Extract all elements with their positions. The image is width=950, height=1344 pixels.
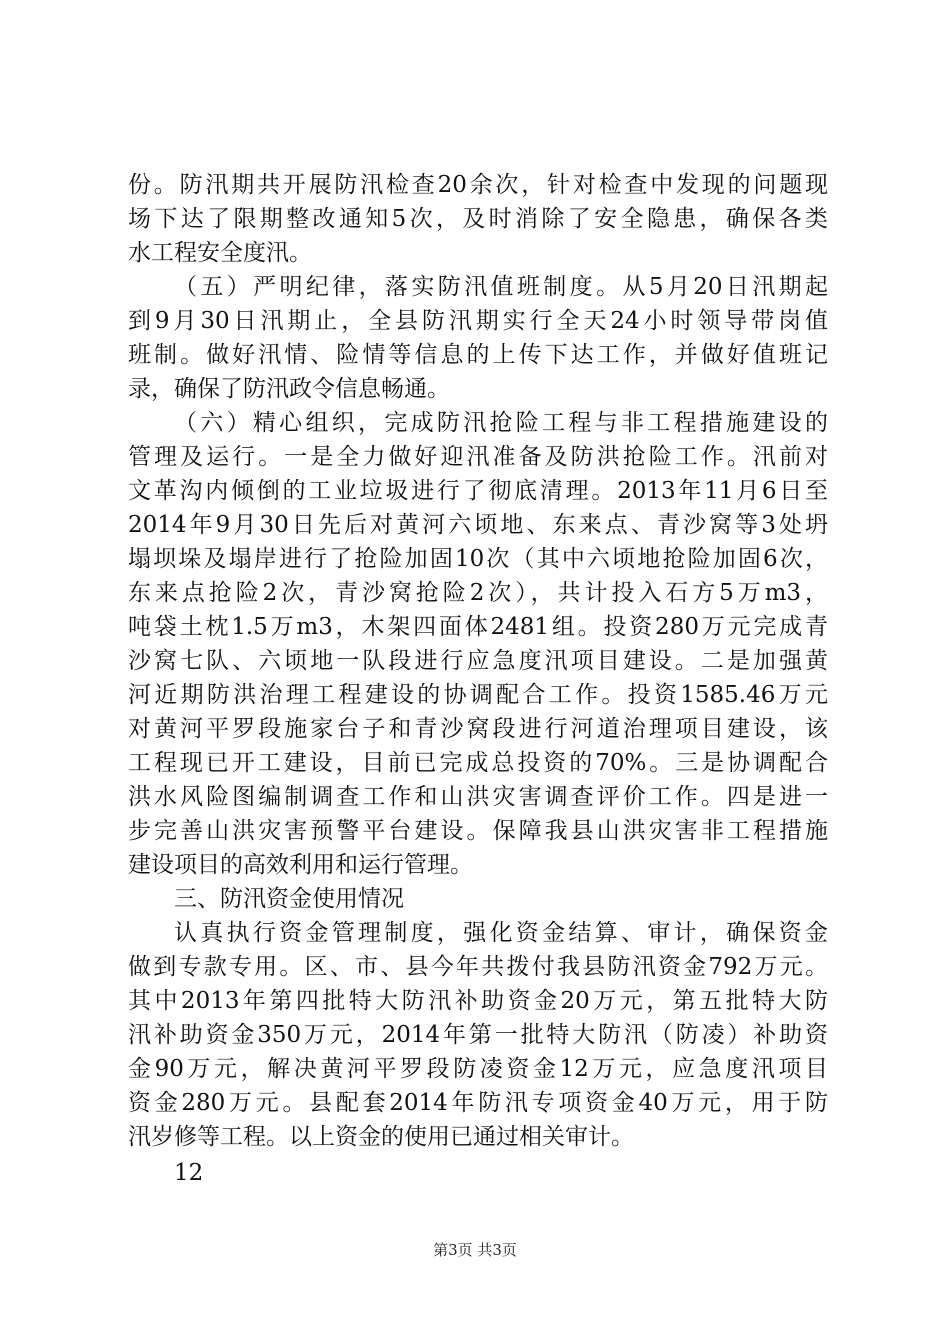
text-line: 汛补助资金350万元，2014年第一批特大防汛（防凌）补助资 [128, 1022, 828, 1048]
text-line: 步完善山洪灾害预警平台建设。保障我县山洪灾害非工程措施 [128, 818, 828, 844]
text-line: 工程现已开工建设，目前已完成总投资的70%。三是协调配合 [128, 750, 828, 776]
text-line: （六）精心组织，完成防汛抢险工程与非工程措施建设的 [174, 410, 828, 436]
text-line: 班制。做好汛情、险情等信息的上传下达工作，并做好值班记 [128, 342, 828, 368]
document-body [128, 168, 828, 1190]
inline-page-number: 12 [174, 1160, 204, 1186]
text-line: 吨袋土枕1.5万m3，木架四面体2481组。投资280万元完成青 [128, 614, 828, 640]
text-line: 场下达了限期整改通知5次，及时消除了安全隐患，确保各类 [128, 206, 828, 232]
text-line: 资金280万元。县配套2014年防汛专项资金40万元，用于防 [128, 1090, 828, 1116]
text-line: 金90万元，解决黄河平罗段防凌资金12万元，应急度汛项目 [128, 1056, 828, 1082]
text-line: 做到专款专用。区、市、县今年共拨付我县防汛资金792万元。 [128, 954, 828, 980]
text-line: 到9月30日汛期止，全县防汛期实行全天24小时领导带岗值 [128, 308, 828, 334]
text-line: 沙窝七队、六顷地一队段进行应急度汛项目建设。二是加强黄 [128, 648, 828, 674]
text-line: 2014年9月30日先后对黄河六顷地、东来点、青沙窝等3处坍 [128, 512, 828, 538]
text-line: 份。防汛期共开展防汛检查20余次，针对检查中发现的问题现 [128, 172, 828, 198]
text-line: 对黄河平罗段施家台子和青沙窝段进行河道治理项目建设，该 [128, 716, 828, 742]
text-line: 塌坝垛及塌岸进行了抢险加固10次（其中六顷地抢险加固6次， [128, 546, 828, 572]
text-line: 其中2013年第四批特大防汛补助资金20万元，第五批特大防 [128, 988, 828, 1014]
text-line: 汛岁修等工程。以上资金的使用已通过相关审计。 [128, 1124, 634, 1150]
page-footer: 第3页 共3页 [433, 1241, 517, 1259]
text-line: 水工程安全度汛。 [128, 240, 312, 266]
text-line: 河近期防洪治理工程建设的协调配合工作。投资1585.46万元 [128, 682, 828, 708]
text-line: 认真执行资金管理制度，强化资金结算、审计，确保资金 [174, 920, 828, 946]
text-line: 管理及运行。一是全力做好迎汛准备及防洪抢险工作。汛前对 [128, 444, 828, 470]
text-line: 洪水风险图编制调查工作和山洪灾害调查评价工作。四是进一 [128, 784, 828, 810]
text-line: （五）严明纪律，落实防汛值班制度。从5月20日汛期起 [174, 274, 828, 300]
text-line: 文革沟内倾倒的工业垃圾进行了彻底清理。2013年11月6日至 [128, 478, 828, 504]
text-line: 三、防汛资金使用情况 [174, 886, 404, 912]
text-line: 录，确保了防汛政令信息畅通。 [128, 376, 450, 402]
text-line: 东来点抢险2次，青沙窝抢险2次），共计投入石方5万m3， [128, 580, 828, 606]
text-line: 建设项目的高效利用和运行管理。 [128, 852, 473, 878]
